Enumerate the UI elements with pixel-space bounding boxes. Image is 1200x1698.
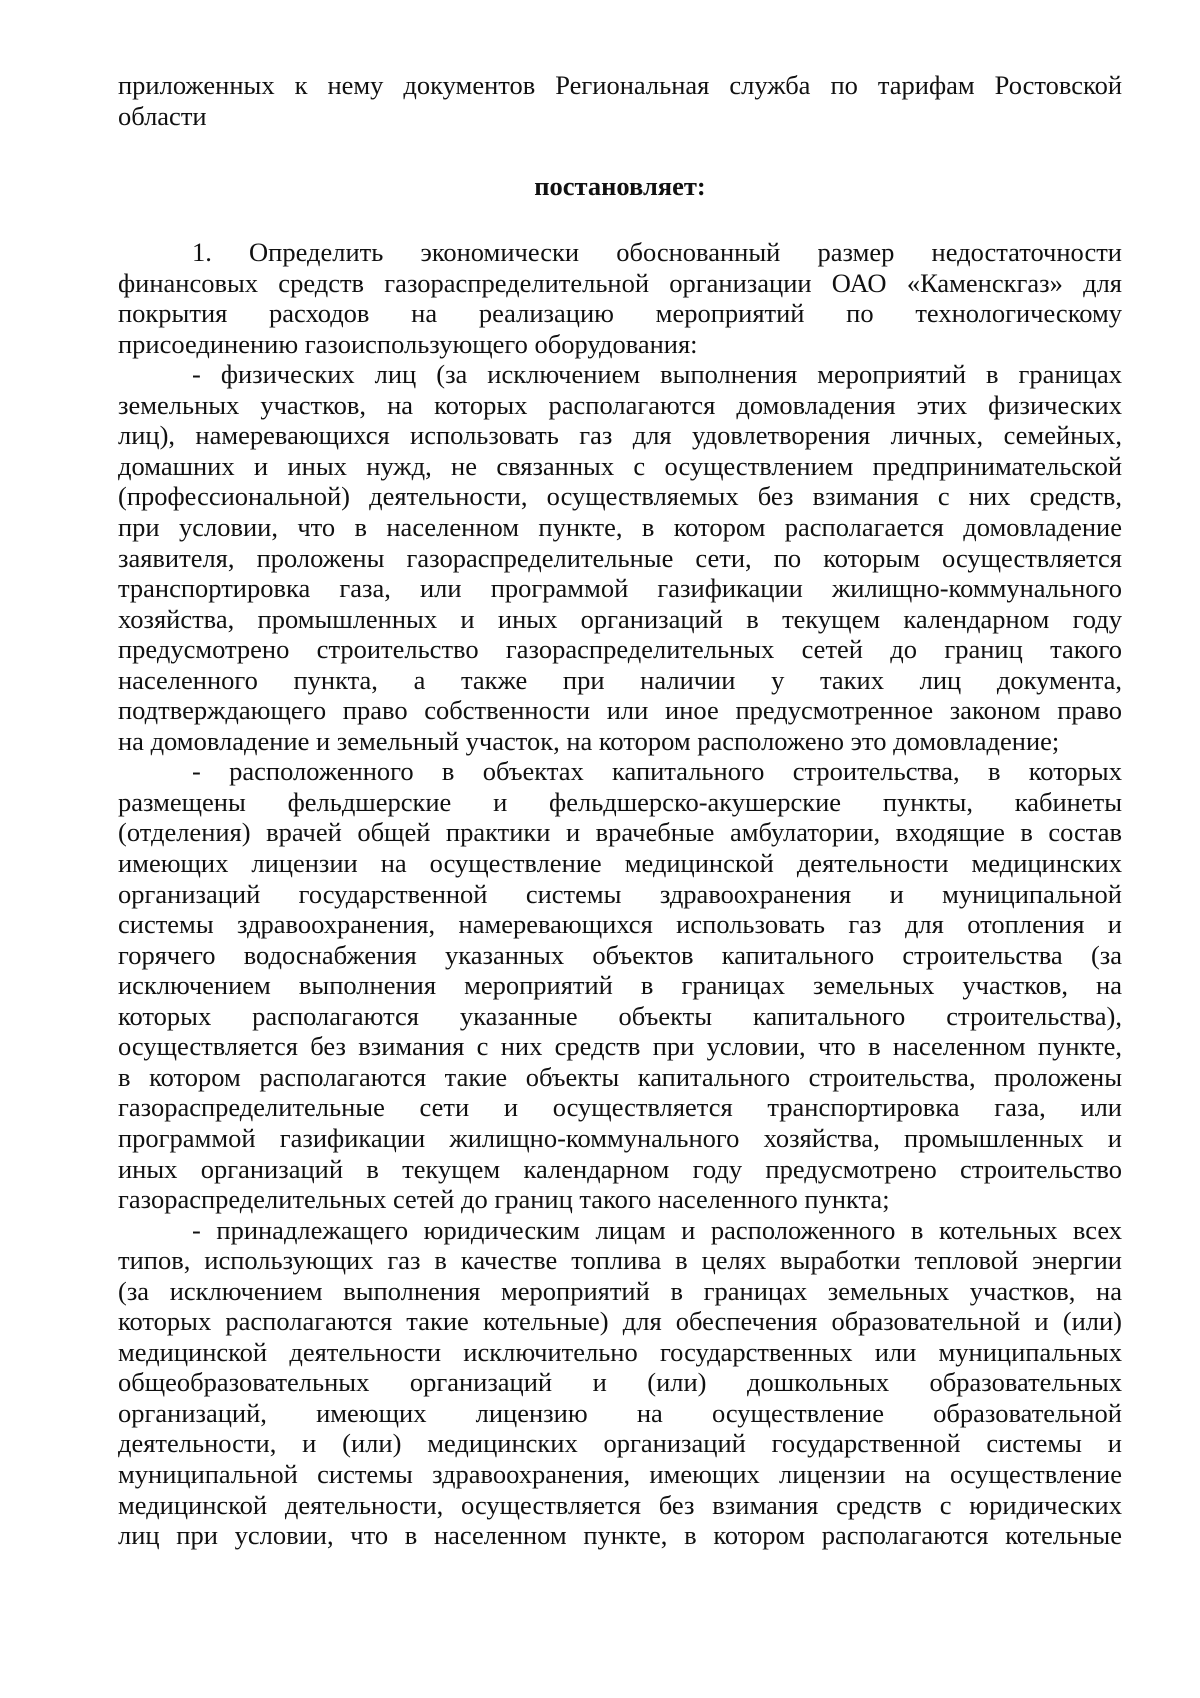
paragraph-boiler-houses xyxy=(118,1215,1122,1551)
text-line: 1. Определить экономически обоснованный размер недостаточности xyxy=(192,237,1122,268)
text-line: которых располагаются такие котельные) для обеспечения образовательной и (или) xyxy=(118,1306,1122,1337)
text-line: имеющих лицензии на осуществление медицинской деятельности медицинских xyxy=(118,848,1122,879)
paragraph-medical-facilities xyxy=(118,756,1122,1214)
text-line: земельных участков, на которых располагаются домовладения этих физических xyxy=(118,389,1122,420)
text-line: которых располагаются указанные объекты капитального строительства), xyxy=(118,1000,1122,1031)
text-line: газораспределительные сети и осуществляется транспортировка газа, или xyxy=(118,1092,1122,1123)
resolution-heading: постановляет: xyxy=(534,171,706,202)
text-line: организаций, имеющих лицензию на осуществление образовательной xyxy=(118,1397,1122,1428)
text-line: (отделения) врачей общей практики и врачебные амбулатории, входящие в состав xyxy=(118,817,1122,848)
text-line: общеобразовательных организаций и (или) дошкольных образовательных xyxy=(118,1367,1122,1398)
text-line: медицинской деятельности исключительно государственных или муниципальных xyxy=(118,1336,1122,1367)
text-line: транспортировка газа, или программой газификации жилищно-коммунального xyxy=(118,573,1122,604)
document-page xyxy=(118,70,1122,1551)
text-line: лиц при условии, что в населенном пункте, в котором располагаются котельные xyxy=(118,1520,1122,1551)
text-line: при условии, что в населенном пункте, в котором располагается домовладение xyxy=(118,512,1122,543)
text-line: исключением выполнения мероприятий в границах земельных участков, на xyxy=(118,970,1122,1001)
text-line: размещены фельдшерские и фельдшерско-акушерские пункты, кабинеты xyxy=(118,786,1122,817)
text-line: финансовых средств газораспределительной организации ОАО «Каменскгаз» для xyxy=(118,267,1122,298)
paragraph-item-1 xyxy=(118,237,1122,359)
text-line: - физических лиц (за исключением выполнения мероприятий в границах xyxy=(192,359,1122,390)
text-line: деятельности, и (или) медицинских организаций государственной системы и xyxy=(118,1428,1122,1459)
text-line: домашних и иных нужд, не связанных с осуществлением предпринимательской xyxy=(118,450,1122,481)
text-line: - принадлежащего юридическим лицам и расположенного в котельных всех xyxy=(192,1214,1122,1245)
paragraph-physical-persons xyxy=(118,359,1122,756)
text-line: присоединению газоиспользующего оборудования: xyxy=(118,328,698,359)
text-line: хозяйства, промышленных и иных организаций в текущем календарном году xyxy=(118,603,1122,634)
text-line: - расположенного в объектах капитального строительства, в которых xyxy=(192,756,1122,787)
text-line: медицинской деятельности, осуществляется без взимания средств с юридических xyxy=(118,1489,1122,1520)
text-line: на домовладение и земельный участок, на котором расположено это домовладение; xyxy=(118,725,1060,756)
text-line: иных организаций в текущем календарном году предусмотрено строительство xyxy=(118,1153,1122,1184)
text-line: приложенных к нему документов Региональная служба по тарифам Ростовской xyxy=(118,70,1122,100)
text-line: горячего водоснабжения указанных объектов капитального строительства (за xyxy=(118,939,1122,970)
text-line: системы здравоохранения, намеревающихся использовать газ для отопления и xyxy=(118,909,1122,940)
text-line: осуществляется без взимания с них средств при условии, что в населенном пункте, xyxy=(118,1031,1122,1062)
text-line: заявителя, проложены газораспределительные сети, по которым осуществляется xyxy=(118,542,1122,573)
text-line: (профессиональной) деятельности, осуществляемых без взимания с них средств, xyxy=(118,481,1122,512)
text-line: покрытия расходов на реализацию мероприятий по технологическому xyxy=(118,298,1122,329)
text-line: предусмотрено строительство газораспределительных сетей до границ такого xyxy=(118,634,1122,665)
text-line: газораспределительных сетей до границ такого населенного пункта; xyxy=(118,1184,890,1215)
text-line: лиц), намеревающихся использовать газ для удовлетворения личных, семейных, xyxy=(118,420,1122,451)
text-line: (за исключением выполнения мероприятий в границах земельных участков, на xyxy=(118,1275,1122,1306)
text-line: муниципальной системы здравоохранения, имеющих лицензии на осуществление xyxy=(118,1458,1122,1489)
text-line: программой газификации жилищно-коммунального хозяйства, промышленных и xyxy=(118,1122,1122,1153)
text-line: подтверждающего право собственности или иное предусмотренное законом право xyxy=(118,695,1122,726)
text-line: в котором располагаются такие объекты капитального строительства, проложены xyxy=(118,1061,1122,1092)
text-line: организаций государственной системы здравоохранения и муниципальной xyxy=(118,878,1122,909)
text-line: населенного пункта, а также при наличии у таких лиц документа, xyxy=(118,664,1122,695)
intro-paragraph xyxy=(118,70,1122,131)
text-line: типов, использующих газ в качестве топлива в целях выработки тепловой энергии xyxy=(118,1245,1122,1276)
text-line: области xyxy=(118,100,207,131)
